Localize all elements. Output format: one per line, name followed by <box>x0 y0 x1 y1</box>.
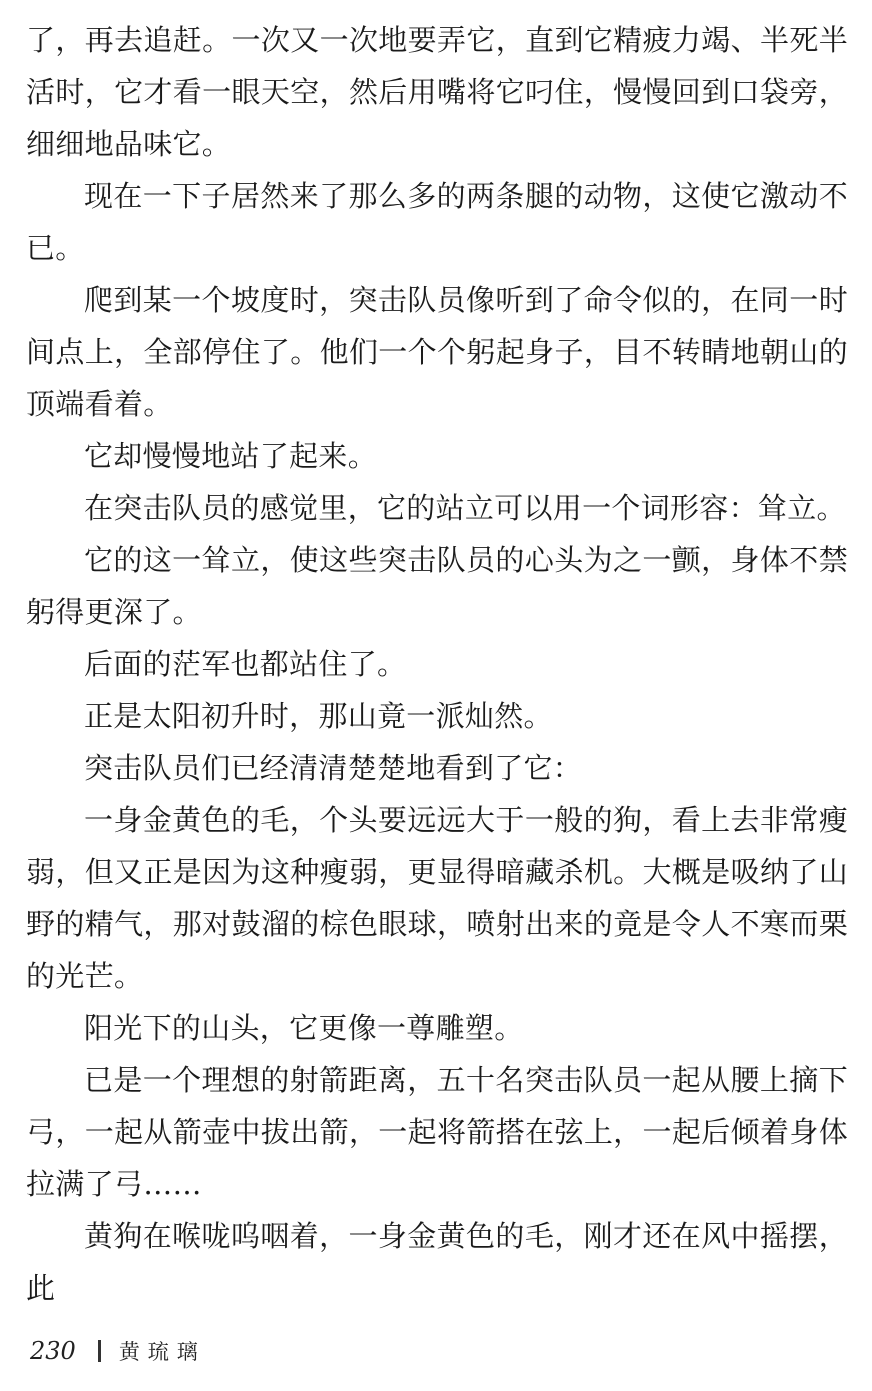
footer-divider <box>98 1340 101 1362</box>
paragraph: 一身金黄色的毛，个头要远远大于一般的狗，看上去非常瘦弱，但又正是因为这种瘦弱，更显得暗藏杀机。大概是吸纳了山野的精气，那对鼓溜的棕色眼球，喷射出来的竟是令人不寒而栗的光芒。 <box>26 803 848 993</box>
paragraph: 黄狗在喉咙呜咽着，一身金黄色的毛，刚才还在风中摇摆，此 <box>26 1219 848 1305</box>
paragraph: 突击队员们已经清清楚楚地看到了它： <box>84 751 583 785</box>
paragraph: 现在一下子居然来了那么多的两条腿的动物，这使它激动不已。 <box>26 179 848 265</box>
paragraph: 它却慢慢地站了起来。 <box>84 439 378 473</box>
paragraph: 已是一个理想的射箭距离，五十名突击队员一起从腰上摘下弓，一起从箭壶中拔出箭，一起将箭搭在弦上，一起后倾着身体拉满了弓…… <box>26 1063 848 1201</box>
paragraph-continuation: 了，再去追赶。一次又一次地要弄它，直到它精疲力竭、半死半活时，它才看一眼天空，然后用嘴将它叼住，慢慢回到口袋旁，细细地品味它。 <box>26 23 848 161</box>
running-title: 黄琉璃 <box>118 1340 206 1364</box>
page-number: 230 <box>30 1337 76 1365</box>
paragraph: 在突击队员的感觉里，它的站立可以用一个词形容：耸立。 <box>84 491 846 525</box>
paragraph: 正是太阳初升时，那山竟一派灿然。 <box>84 699 553 733</box>
page-body <box>26 14 848 1314</box>
paragraph: 阳光下的山头，它更像一尊雕塑。 <box>84 1011 524 1045</box>
paragraph: 它的这一耸立，使这些突击队员的心头为之一颤，身体不禁躬得更深了。 <box>26 543 848 629</box>
paragraph: 爬到某一个坡度时，突击队员像听到了命令似的，在同一时间点上，全部停住了。他们一个个躬起身子，目不转睛地朝山的顶端看着。 <box>26 283 848 421</box>
page-footer <box>30 1333 206 1369</box>
paragraph: 后面的茫军也都站住了。 <box>84 647 407 681</box>
